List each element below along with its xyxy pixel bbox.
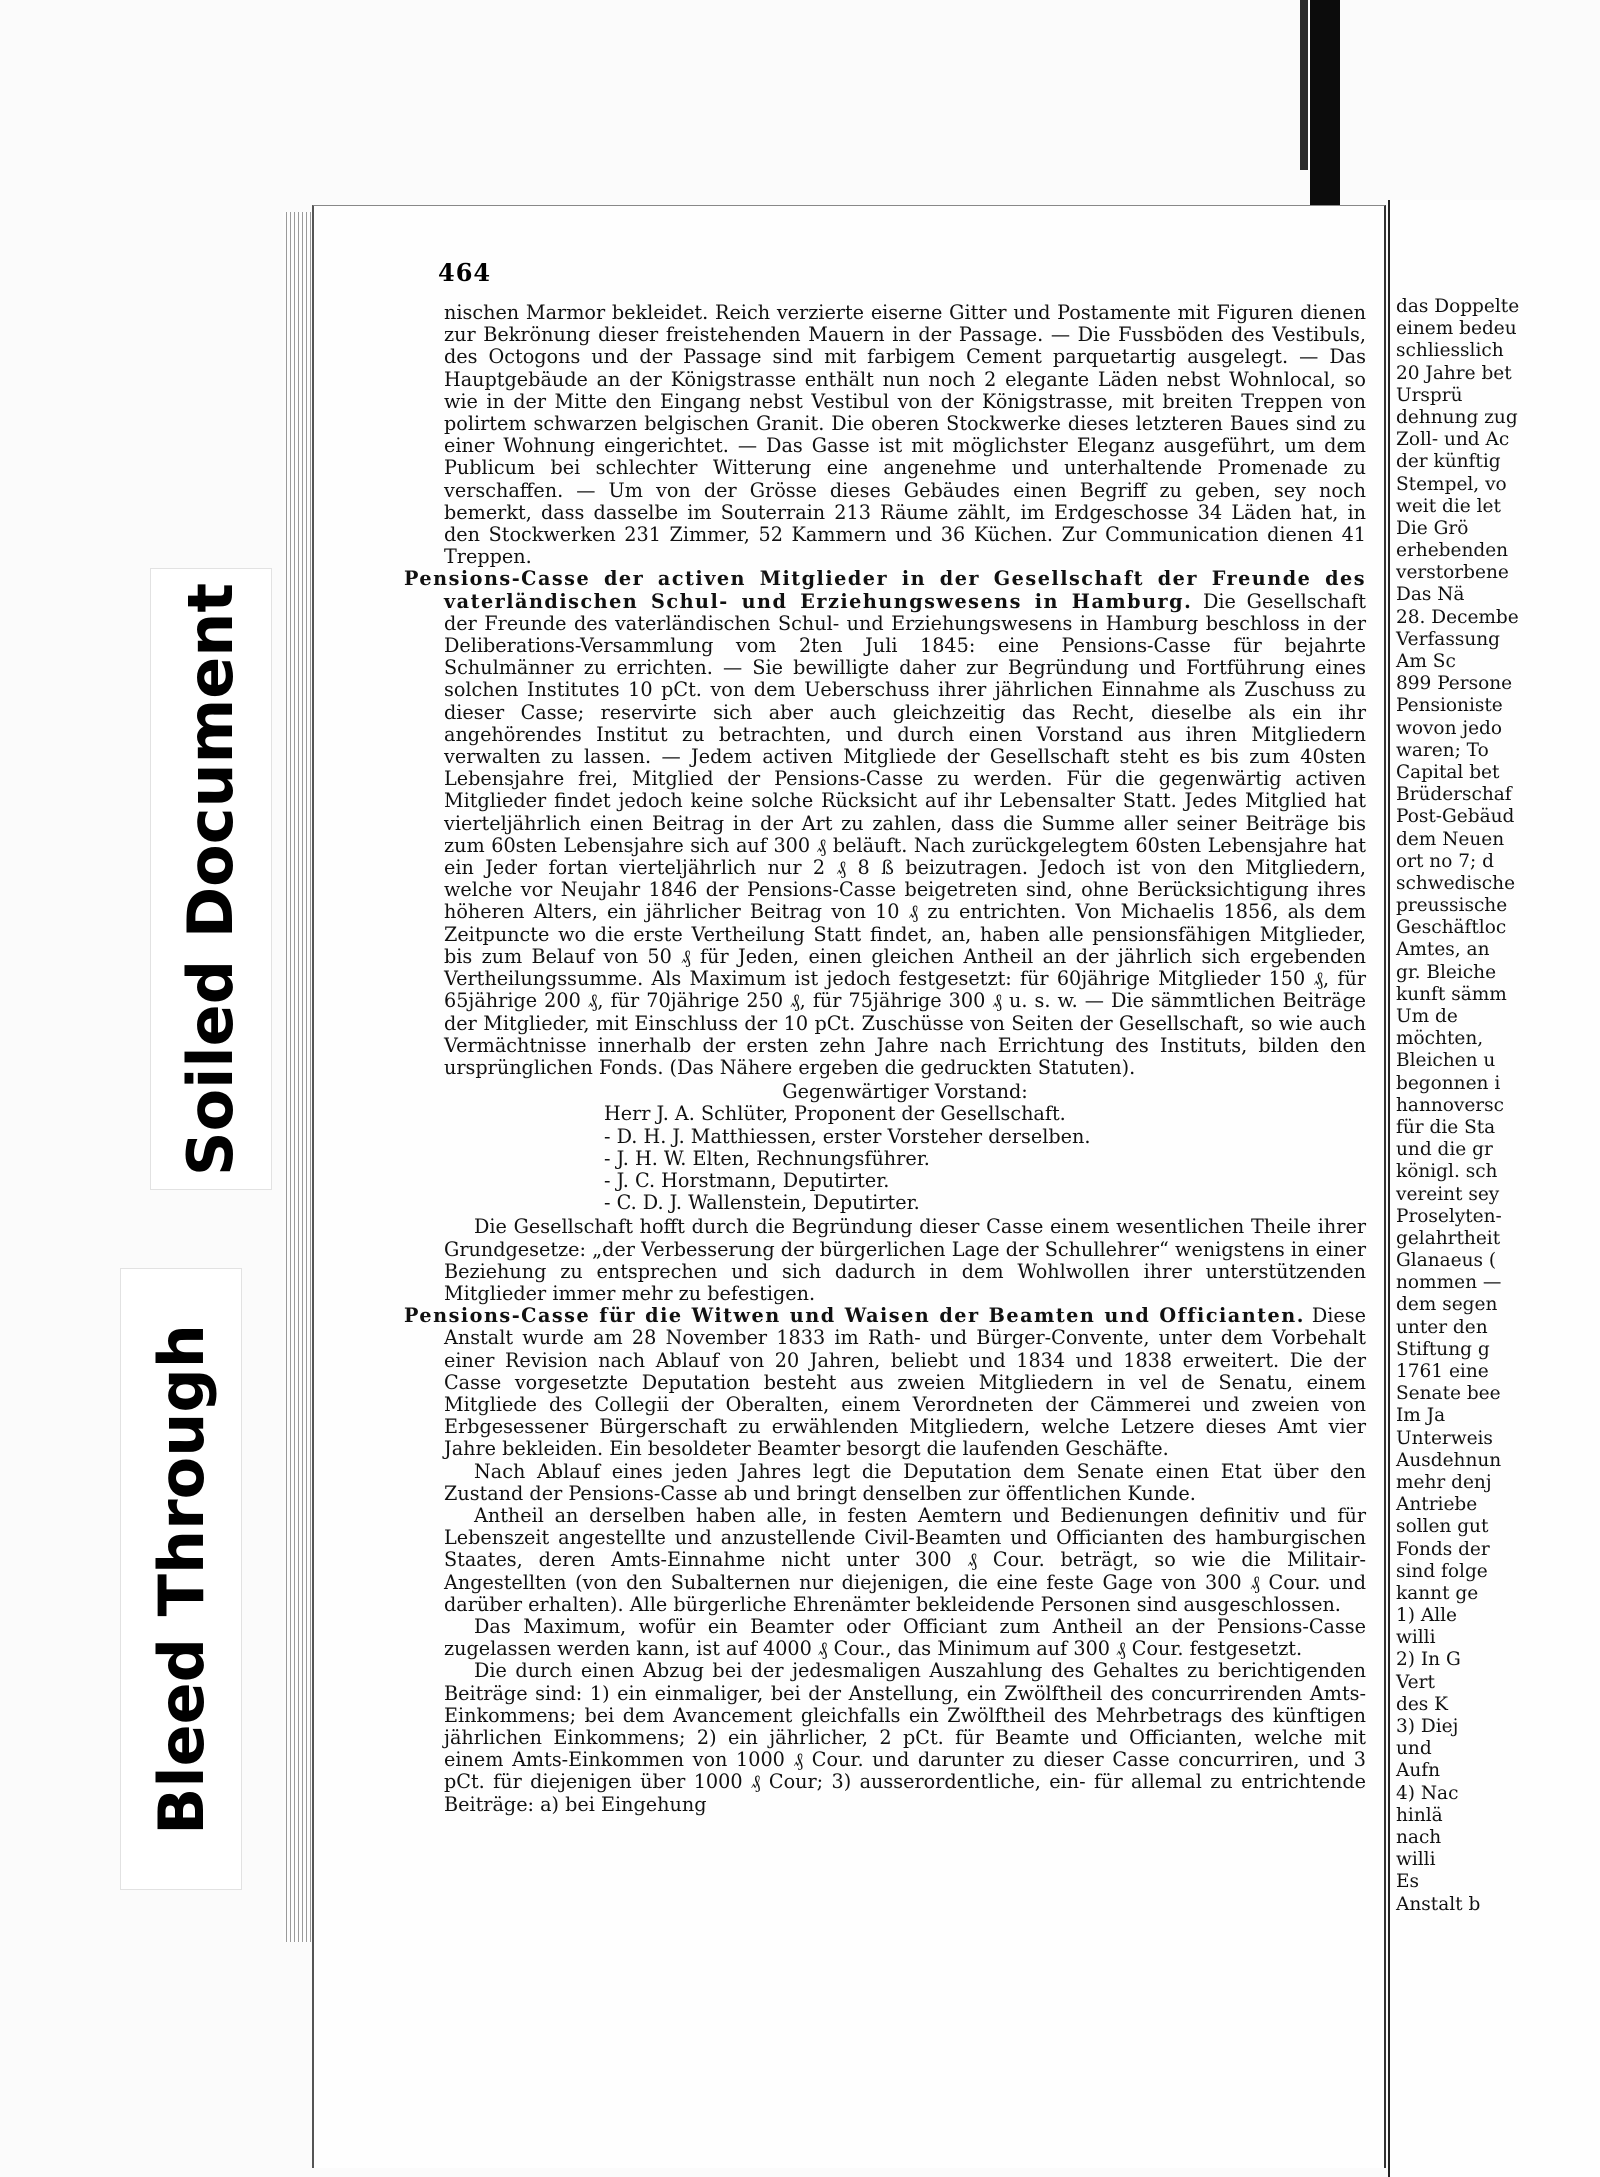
soiled-document-text: Soiled Document (174, 582, 248, 1176)
page-number: 464 (438, 258, 492, 287)
right-page-line: Geschäftloc (1396, 917, 1507, 939)
right-page-line: schwedische (1396, 872, 1516, 894)
right-page-line: 4) Nac (1396, 1782, 1459, 1804)
right-page-line: dem Neuen (1396, 828, 1505, 850)
right-page-line: Aufn (1396, 1760, 1441, 1782)
board-member: - C. D. J. Wallenstein, Deputirter. (604, 1191, 920, 1215)
section-body: Die Gesellschaft der Freunde des vaterländischen Schul- und Erziehungswesens in Hamburg beschloss in der Deliberations-Versammlung vom 2ten Juli 1845: eine Pensions-Casse für bejahrte Schulmänner zu errichten. — Sie bewilligte daher zur Begründung und Fortführung eines solchen Institutes 10 pCt. von dem Ueberschuss ihrer jährlichen Einnahme als Zuschuss zu dieser Casse; reservirte sich aber auch gleichzeitig das Recht, dieselbe als ein ihr angehörendes Institut zu betrachten, und durch einen Vorstand aus ihren Mitgliedern verwalten zu lassen. — Jedem activen Mitgliede der Gesellschaft steht es bis zum 40sten Lebensjahre frei, Mitglied der Pensions-Casse zu werden. Für die gegenwärtig activen Mitglieder findet jedoch keine solche Rücksicht auf ihr Lebensalter Statt. Jedes Mitglied hat vierteljährlich einen Beitrag in der Art zu zahlen, dass die Summe aller seiner Beiträge bis zum 60sten Lebensjahre sich auf 300 ₰ beläuft. Nach zurückgelegtem 60sten Lebensjahre hat ein Jeder fortan vierteljährlich nur 2 ₰ 8 ß beizutragen. Jedoch ist von den Mitgliedern, welche vor Neujahr 1846 der Pensions-Casse beigetreten sind, ohne Berücksichtigung ihres höheren Alters, ein jährlicher Beitrag von 10 ₰ zu entrichten. Von Michaelis 1856, als dem Zeitpuncte wo die erste Vertheilung Statt findet, an, haben alle pensionsfähigen Mitglieder, bis zum Belauf von 50 ₰ für Jeden, einen gleichen Antheil an der jährlich sich ergebenden Vertheilungssumme. Als Maximum ist jedoch festgesetzt: für 60jährige Mitglieder 150 ₰, für 65jährige 200 ₰, für 70jährige 250 ₰, für 75jährige 300 ₰ u. s. w. — Die sämmtlichen Beiträge der Mitglieder, mit Einschluss der 10 pCt. Zuschüsse von Seiten der Gesellschaft, so wie auch Vermächtnisse innerhalb der ersten zehn Jahre nach Errichtung des Instituts, bilden den ursprünglichen Fonds. (Das Nähere ergeben die gedruckten Statuten). (444, 589, 1366, 1079)
right-page-line: 899 Persone (1396, 673, 1513, 695)
right-page-line: Unterweis (1396, 1427, 1493, 1449)
right-page-line: Antriebe (1396, 1494, 1478, 1516)
body-paragraph: Das Maximum, wofür ein Beamter oder Officiant zum Antheil an der Pensions-Casse zugelassen werden kann, ist auf 4000 ₰ Cour., das Minimum auf 300 ₰ Cour. festgesetzt. (444, 1614, 1366, 1661)
right-page-line: gelahrtheit (1396, 1227, 1501, 1249)
body-paragraph: Antheil an derselben haben alle, in festen Aemtern und Bedienungen definitiv und für Lebenszeit angestellte und anzustellende Civil-Beamten und Officianten des hamburgischen Staates, deren Amts-Einnahme nicht unter 300 ₰ Cour. beträgt, so wie die Militair-Angestellten (von den Subalternen nur diejenigen, die eine feste Gage von 300 ₰ Cour. und darüber erhalten). Alle bürgerliche Ehrenämter bekleidende Personen sind ausgeschlossen. (444, 1503, 1366, 1616)
right-page-line: erhebenden (1396, 540, 1509, 562)
right-page-line: und die gr (1396, 1139, 1493, 1161)
section-paragraph (404, 1304, 1366, 1461)
right-page-line: der künftig (1396, 451, 1501, 473)
board-title: Gegenwärtiger Vorstand: (782, 1080, 1028, 1104)
right-page-fragment (1388, 200, 1600, 2177)
right-page-line: unter den (1396, 1316, 1488, 1338)
board-member: - J. H. W. Elten, Rechnungsführer. (604, 1146, 930, 1170)
right-page-line: des K (1396, 1693, 1448, 1715)
right-page-line: sollen gut (1396, 1516, 1489, 1538)
right-page-line: Zoll- und Ac (1396, 429, 1510, 451)
binding-strip (1310, 0, 1340, 205)
right-page-line: möchten, (1396, 1028, 1484, 1050)
right-page-line: Stempel, vo (1396, 473, 1507, 495)
right-page-line: preussische (1396, 895, 1508, 917)
right-page-line: willi (1396, 1849, 1436, 1871)
right-page-line: 2) In G (1396, 1649, 1461, 1671)
section-heading: Pensions-Casse der activen Mitglieder in der Gesellschaft der Freunde des vaterländischen Schul- und Erziehungswesens in Hamburg. (404, 567, 1366, 613)
board-member: - J. C. Horstmann, Deputirter. (604, 1168, 890, 1192)
right-page-line: 3) Diej (1396, 1716, 1459, 1737)
right-page-line: für die Sta (1396, 1116, 1496, 1138)
right-page-line: 1761 eine (1396, 1361, 1489, 1382)
right-page-line: Amtes, an (1396, 939, 1490, 961)
right-page-line: nach (1396, 1826, 1442, 1848)
right-page-line: Anstalt b (1396, 1893, 1481, 1915)
right-page-line: schliesslich (1396, 340, 1504, 362)
right-page-line: Das Nä (1396, 584, 1465, 606)
right-page-line: kannt ge (1396, 1582, 1479, 1604)
right-page-line: Am Sc (1396, 651, 1456, 672)
right-page-line: dem segen (1396, 1294, 1498, 1316)
right-page-line: Um de (1396, 1006, 1458, 1027)
right-page-line: Glanaeus ( (1396, 1250, 1497, 1272)
body-paragraph: Nach Ablauf eines jeden Jahres legt die Deputation dem Senate einen Etat über den Zustand der Pensions-Casse ab und bringt denselben zur öffentlichen Kunde. (444, 1459, 1366, 1505)
body-paragraph: Die Gesellschaft hofft durch die Begründung dieser Casse einem wesentlichen Theile ihrer Grundgesetze: „der Verbesserung der bürgerlichen Lage der Schullehrer“ wenigstens in einer Beziehung zu entsprechen und sich dadurch in dem Wohlwollen ihrer unterstützenden Mitglieder immer mehr zu befestigen. (444, 1215, 1366, 1305)
right-page-line: nommen — (1396, 1272, 1502, 1294)
right-page-line: begonnen i (1396, 1072, 1501, 1094)
page-text (404, 301, 1366, 1816)
right-page-line: Vert (1396, 1671, 1435, 1693)
right-page-line: Capital bet (1396, 761, 1500, 783)
bleed-through-label (120, 1268, 242, 1890)
right-page-line: und (1396, 1738, 1432, 1760)
right-page-line: hinlä (1396, 1804, 1443, 1826)
right-page-line: weit die let (1396, 495, 1501, 517)
right-page-line: königl. sch (1396, 1161, 1498, 1183)
body-paragraph: nischen Marmor bekleidet. Reich verzierte eiserne Gitter und Postamente mit Figuren dienen zur Bekrönung dieser freistehenden Mauern in der Passage. — Die Fussböden des Vestibuls, des Octogons und der Passage sind mit farbigem Cement parquetartig ausgelegt. — Das Hauptgebäude an der Königstrasse enthält nun noch 2 elegante Läden nebst Wohnlocal, so wie in der Mitte den Eingang nebst Vestibul von der Königstrasse, mit breiten Treppen von polirtem schwarzen belgischen Granit. Die oberen Stockwerke dieses letzteren Baues sind zu einer Wohnung eingerichtet. — Das Gasse ist mit möglichster Eleganz ausgeführt, um dem Publicum bei schlechter Witterung eine angenehme und unterhaltende Promenade zu verschaffen. — Um von der Grösse dieses Gebäudes einen Begriff zu geben, sey noch bemerkt, dass dasselbe im Souterrain 213 Räume zählt, im Erdgeschosse 34 Läden hat, in den Stockwerken 231 Zimmer, 52 Kammern und 36 Küchen. Zur Communication dienen 41 Treppen. (444, 301, 1366, 569)
right-page-line: Im Ja (1396, 1405, 1446, 1427)
right-page-line: kunft sämm (1396, 983, 1507, 1005)
right-page-line: verstorbene (1396, 562, 1509, 584)
right-page-line: Stiftung g (1396, 1338, 1490, 1360)
right-page-line: einem bedeu (1396, 318, 1517, 340)
right-page-line: Post-Gebäud (1396, 806, 1515, 828)
right-page-line: Es (1396, 1871, 1419, 1893)
right-page-line: Die Grö (1396, 517, 1469, 539)
right-page-line: willi (1396, 1627, 1436, 1649)
right-page-line: Bleichen u (1396, 1050, 1496, 1072)
right-page-line: vereint sey (1396, 1183, 1500, 1205)
right-page-line: gr. Bleiche (1396, 961, 1497, 983)
right-page-line: sind folge (1396, 1560, 1488, 1582)
right-page-line: ort no 7; d (1396, 850, 1494, 872)
soiled-document-label (150, 568, 272, 1190)
page-edges (283, 212, 313, 1942)
right-page-text (1396, 296, 1600, 1916)
right-page-line: Senate bee (1396, 1383, 1501, 1405)
section-body: Diese Anstalt wurde am 28 November 1833 im Rath- und Bürger-Convente, unter dem Vorbehalt einer Revision nach Ablauf von 20 Jahren, beliebt und 1834 und 1838 erweitert. Die der Casse vorgesetzte Deputation besteht aus zweien Mitgliedern in vel de Senatu, einem Mitgliede des Collegii der Oberalten, einem Verordneten der Cämmerei und zweien von Erbgesessener Bürgerschaft zu erwählenden Mitgliedern, welche Letzere dieses Amt vier Jahre bekleiden. Ein besoldeter Beamter besorgt die laufenden Geschäfte. (444, 1304, 1366, 1461)
body-paragraph: Die durch einen Abzug bei der jedesmaligen Auszahlung des Gehaltes zu berichtigenden Beiträge sind: 1) ein einmaliger, bei der Anstellung, ein Zwölftheil des concurrirenden Amts-Einkommens; bei dem Avancement gleichfalls ein Zwölftheil des Mehrbetrags des künftigen jährlichen Einkommens; 2) ein jährlicher, 2 pCt. für Beamte und Officianten, welche mit einem Amts-Einkommen von 1000 ₰ Cour. und darunter zu dieser Casse concurriren, und 3 pCt. für diejenigen über 1000 ₰ Cour; 3) ausserordentliche, ein- für allemal zu entrichtende Beiträge: a) bei Eingehung (444, 1659, 1366, 1816)
right-page-line: Verfassung (1396, 628, 1500, 650)
board-member: - D. H. J. Matthiessen, erster Vorsteher derselben. (604, 1124, 1091, 1148)
right-page-line: Pensioniste (1396, 695, 1503, 717)
section-heading: Pensions-Casse für die Witwen und Waisen der Beamten und Officianten. (404, 1304, 1305, 1328)
bleed-through-text: Bleed Through (144, 1323, 218, 1835)
section-paragraph (404, 567, 1366, 1079)
right-page-line: hannoversc (1396, 1094, 1505, 1116)
right-page-line: Proselyten- (1396, 1205, 1502, 1227)
right-page-line: Fonds der (1396, 1538, 1490, 1560)
right-page-line: Brüderschaf (1396, 784, 1512, 806)
right-page-line: waren; To (1396, 739, 1489, 761)
right-page-line: 28. Decembe (1396, 606, 1519, 628)
main-page (312, 205, 1386, 2168)
right-page-line: wovon jedo (1396, 717, 1503, 739)
right-page-line: das Doppelte (1396, 296, 1520, 317)
right-page-line: Ursprü (1396, 384, 1463, 406)
board-list (444, 1081, 1366, 1214)
binding-strip-shadow (1300, 0, 1308, 170)
right-page-line: 20 Jahre bet (1396, 362, 1512, 384)
right-page-line: dehnung zug (1396, 406, 1518, 428)
right-page-line: 1) Alle (1396, 1605, 1458, 1627)
right-page-line: Ausdehnun (1396, 1449, 1502, 1471)
right-page-line: mehr denj (1396, 1471, 1492, 1493)
board-member: Herr J. A. Schlüter, Proponent der Gesellschaft. (604, 1102, 1066, 1126)
